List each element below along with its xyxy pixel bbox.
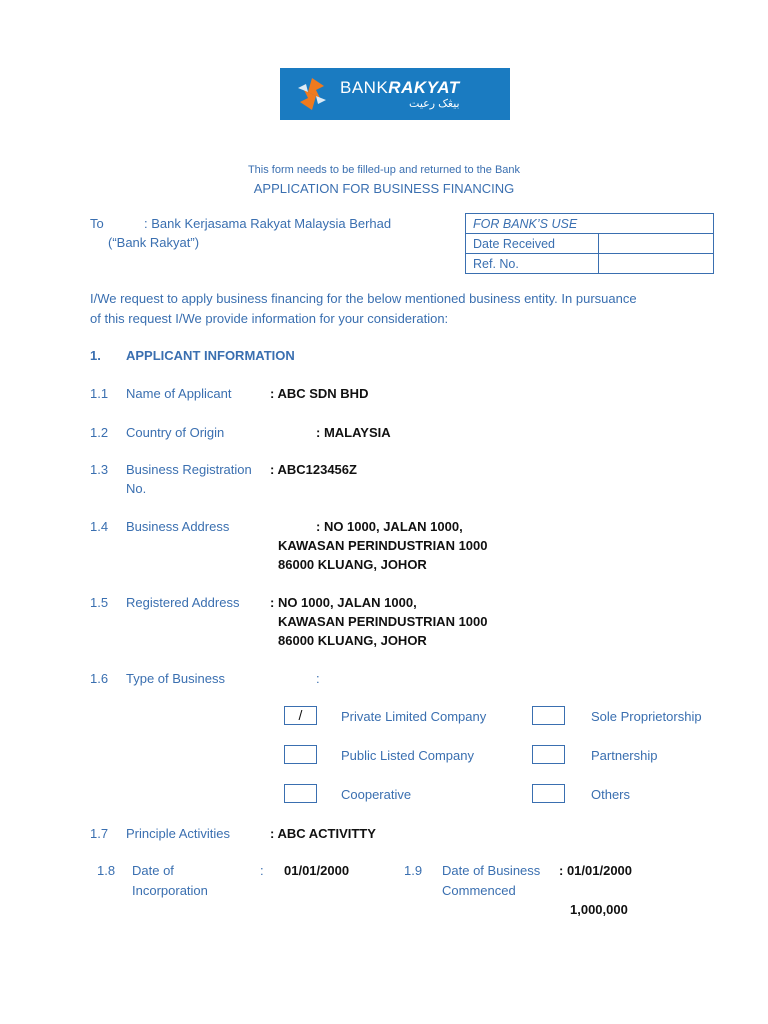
registered-address-line1[interactable]: : NO 1000, JALAN 1000, <box>270 595 417 610</box>
date-business-commenced-value[interactable]: : 01/01/2000 <box>559 863 633 878</box>
logo-name-prefix: BANK <box>340 77 389 97</box>
date-received-field[interactable] <box>599 234 714 254</box>
label-public-listed-company: Public Listed Company <box>341 748 474 763</box>
ref-no-field[interactable] <box>599 254 714 274</box>
business-address-line3[interactable]: 86000 KLUANG, JOHOR <box>278 557 427 572</box>
checkbox-public-listed-company[interactable] <box>284 745 317 764</box>
bank-rakyat-mark-icon <box>294 76 330 112</box>
addressee-line2: (“Bank Rakyat”) <box>108 235 200 250</box>
field-1-8-label-line1: Date of <box>132 863 174 878</box>
bank-use-table <box>465 213 714 274</box>
label-partnership: Partnership <box>591 748 658 763</box>
ref-no-label: Ref. No. <box>466 254 599 274</box>
bank-use-header: FOR BANK’S USE <box>466 214 714 234</box>
field-1-4-num: 1.4 <box>90 519 109 534</box>
form-notice: This form needs to be filled-up and returned to the Bank <box>247 164 521 176</box>
registered-address-line2[interactable]: KAWASAN PERINDUSTRIAN 1000 <box>278 614 488 629</box>
amount-value[interactable]: 1,000,000 <box>570 902 628 917</box>
field-1-3-label-line1: Business Registration <box>126 462 252 477</box>
checkbox-sole-proprietorship[interactable] <box>532 706 565 725</box>
business-address-line1[interactable]: : NO 1000, JALAN 1000, <box>316 519 463 534</box>
addressee-line1: : Bank Kerjasama Rakyat Malaysia Berhad <box>144 216 392 231</box>
label-sole-proprietorship: Sole Proprietorship <box>591 709 702 724</box>
intro-line1: I/We request to apply business financing for the below mentioned business entity. In pursuance <box>90 291 637 306</box>
bank-rakyat-logo <box>280 68 510 120</box>
field-1-8-num: 1.8 <box>97 863 116 878</box>
field-1-6-colon: : <box>316 671 320 686</box>
date-received-label: Date Received <box>466 234 599 254</box>
field-1-8-colon: : <box>260 863 264 878</box>
checkbox-partnership[interactable] <box>532 745 565 764</box>
country-of-origin-value[interactable]: : MALAYSIA <box>316 425 391 440</box>
label-private-limited-company: Private Limited Company <box>341 709 487 724</box>
field-1-1-num: 1.1 <box>90 386 109 401</box>
date-of-incorporation-value[interactable]: 01/01/2000 <box>284 863 350 878</box>
name-of-applicant-value[interactable]: : ABC SDN BHD <box>270 386 369 401</box>
registration-no-value[interactable]: : ABC123456Z <box>270 462 357 477</box>
field-1-6-label: Type of Business <box>126 671 225 686</box>
checkbox-cooperative[interactable] <box>284 784 317 803</box>
field-1-9-label-line1: Date of Business <box>442 863 541 878</box>
logo-jawi: بيڠک رعيت <box>409 97 460 110</box>
intro-line2: of this request I/We provide information for your consideration: <box>90 311 449 326</box>
field-1-3-label-line2: No. <box>126 481 147 496</box>
field-1-7-num: 1.7 <box>90 826 109 841</box>
to-label: To <box>90 216 104 231</box>
logo-name-bold: RAKYAT <box>388 77 460 97</box>
field-1-3-num: 1.3 <box>90 462 109 477</box>
checkbox-others[interactable] <box>532 784 565 803</box>
field-1-5-label: Registered Address <box>126 595 240 610</box>
field-1-4-label: Business Address <box>126 519 230 534</box>
form-title: APPLICATION FOR BUSINESS FINANCING <box>253 181 515 196</box>
principle-activities-value[interactable]: : ABC ACTIVITTY <box>270 826 376 841</box>
field-1-8-label-line2: Incorporation <box>132 883 208 898</box>
field-1-9-num: 1.9 <box>404 863 423 878</box>
field-1-2-label: Country of Origin <box>126 425 225 440</box>
field-1-5-num: 1.5 <box>90 595 109 610</box>
field-1-1-label: Name of Applicant <box>126 386 232 401</box>
section-title: APPLICANT INFORMATION <box>126 348 295 363</box>
field-1-2-num: 1.2 <box>90 425 109 440</box>
label-cooperative: Cooperative <box>341 787 412 802</box>
section-number: 1. <box>90 348 101 363</box>
label-others: Others <box>591 787 631 802</box>
field-1-6-num: 1.6 <box>90 671 109 686</box>
business-address-line2[interactable]: KAWASAN PERINDUSTRIAN 1000 <box>278 538 488 553</box>
field-1-7-label: Principle Activities <box>126 826 231 841</box>
field-1-9-label-line2: Commenced <box>442 883 516 898</box>
registered-address-line3[interactable]: 86000 KLUANG, JOHOR <box>278 633 427 648</box>
checkbox-private-limited-company[interactable]: / <box>284 706 317 725</box>
